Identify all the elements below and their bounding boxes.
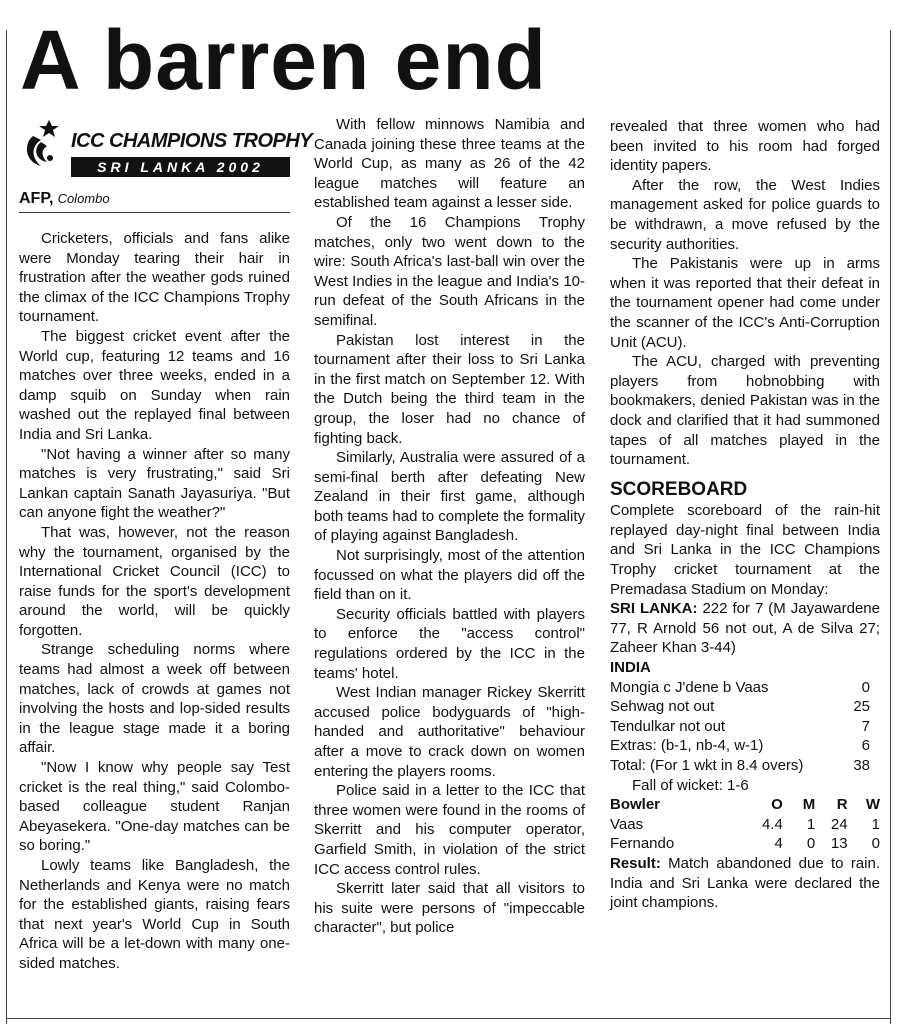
- article-column-3: [610, 117, 880, 913]
- header-cell: M: [802, 796, 816, 814]
- scoreboard-heading: SCOREBOARD: [610, 478, 748, 500]
- bowling-header-row: [610, 795, 880, 815]
- paragraph: That was, however, not the reason why the tournament, organised by the International Cricket Council (ICC) to raise funds for the sport's development around the world, will be quickly forgotten.: [19, 523, 290, 639]
- stat-cell: 0: [806, 835, 816, 853]
- byline-agency: AFP,: [19, 190, 54, 207]
- stat-cell: 4.4: [761, 815, 783, 833]
- batting-row: [610, 697, 880, 717]
- paragraph: Cricketers, officials and fans alike were Monday tearing their hair in frustration after the weather gods ruined the climax of the ICC Champions Trophy tournament.: [19, 230, 290, 326]
- header-cell: O: [771, 796, 783, 814]
- result: [610, 854, 880, 913]
- paragraph: "Now I know why people say Test cricket is the real thing," said Colombo-based colleague student Ranjan Abeyasekera. "One-day matches can be so boring.": [19, 759, 290, 855]
- bowling-table: [610, 795, 880, 854]
- sri-lanka-team-label: SRI LANKA:: [610, 600, 698, 618]
- logo-subtitle: SRI LANKA 2002: [71, 157, 290, 177]
- batting-row: [610, 678, 880, 698]
- runs: 38: [853, 757, 870, 774]
- batting-row: [610, 736, 880, 756]
- result-text: Match abandoned due to rain. India and Sri Lanka were declared the joint champions.: [610, 854, 880, 912]
- paragraph: West Indian manager Rickey Skerritt accused police bodyguards of "high-handed and authoritative" behaviour after a move to crack down on women entering the players rooms.: [314, 684, 585, 780]
- trophy-swirl-icon: [19, 114, 73, 170]
- byline-rule: [19, 212, 290, 213]
- batsman: Tendulkar not out: [610, 717, 726, 735]
- scoreboard-intro: Complete scoreboard of the rain-hit replayed day-night final between India and Sri Lanka in the ICC Champions Trophy cricket tournament at the Premadasa Stadium on Monday:: [610, 502, 880, 598]
- paragraph: Skerritt later said that all visitors to his suite were persons of "impeccable character", but police: [314, 880, 585, 937]
- india-team-label: INDIA: [610, 659, 651, 677]
- extras: Extras: (b-1, nb-4, w-1): [610, 737, 764, 755]
- bowling-row: [610, 834, 880, 854]
- batting-row: [610, 717, 880, 737]
- stat-cell: 13: [830, 835, 848, 853]
- paragraph: The Pakistanis were up in arms when it was reported that their defeat in the tournament opener had come under the scanner of the ICC's Anti-Corruption Unit (ACU).: [610, 255, 880, 351]
- paragraph: Strange scheduling norms where teams had almost a week off between matches, lack of crowds at games not involving the hosts and lop-sided results in the league stage made it a boring affair.: [19, 641, 290, 757]
- header-cell: W: [865, 796, 880, 814]
- stat-cell: 1: [871, 815, 880, 833]
- paragraph: After the row, the West Indies management asked for police guards to be withdrawn, a move refused by the security authorities.: [610, 176, 880, 253]
- right-column-rule: [890, 30, 891, 1024]
- left-column-rule: [6, 30, 7, 1024]
- paragraph: Not surprisingly, most of the attention focussed on what the players did off the field than on it.: [314, 547, 585, 604]
- runs: 6: [861, 737, 870, 755]
- runs: 25: [853, 698, 870, 716]
- batting-row: [610, 756, 880, 776]
- bottom-rule: [6, 1018, 891, 1019]
- paragraph: revealed that three women who had been invited to his room had forged identity papers.: [610, 118, 880, 175]
- batsman: Sehwag not out: [610, 698, 715, 716]
- icc-champions-trophy-logo: [19, 112, 313, 182]
- total: Total: (For 1 wkt in 8.4 overs): [610, 757, 804, 774]
- header-cell: Bowler: [610, 796, 661, 814]
- bowler-cell: Vaas: [610, 815, 644, 833]
- paragraph: Similarly, Australia were assured of a semi-final berth after defeating New Zealand in their first game, although both teams had to complete the formality of playing against Bangladesh.: [314, 449, 585, 545]
- paragraph: The biggest cricket event after the World cup, featuring 12 teams and 16 matches over three weeks, ended in a damp squib on Sunday when rain washed out the replayed final between India and Sri Lanka.: [19, 327, 290, 443]
- result-label: Result:: [610, 854, 661, 872]
- byline: [19, 190, 110, 208]
- paragraph: "Not having a winner after so many matches is very frustrating," said Sri Lankan captain Sanath Jayasuriya. "But can anyone fight the weather?": [19, 445, 290, 522]
- stat-cell: 1: [806, 815, 816, 833]
- paragraph: Pakistan lost interest in the tournament after their loss to Sri Lanka in the first match on September 12. With the Dutch being the third team in the group, the loser had no chance of fighting back.: [314, 331, 585, 447]
- headline: A barren end: [20, 13, 547, 107]
- sri-lanka-score: 222 for 7 (M Jayawardene 77, R Arnold 56 not out, A de Silva 27; Zaheer Khan 3-44): [610, 600, 880, 657]
- paragraph: Of the 16 Champions Trophy matches, only two went down to the wire: South Africa's last-ball win over the West Indies in the league and India's 10-run defeat of the South Africans in the semifinal.: [314, 213, 585, 329]
- batsman: Mongia c J'dene b Vaas: [610, 678, 769, 696]
- sri-lanka-innings: [610, 599, 880, 658]
- byline-location: Colombo: [57, 191, 110, 206]
- bowler-cell: Fernando: [610, 835, 675, 853]
- paragraph: Police said in a letter to the ICC that three women were found in the rooms of Skerritt and his computer operator, Garfield Smith, in violation of the strict ICC access control rules.: [314, 782, 585, 878]
- logo-title: ICC CHAMPIONS TROPHY: [71, 130, 313, 152]
- stat-cell: 4: [774, 835, 783, 853]
- stat-cell: 24: [830, 815, 848, 833]
- article-column-1: [19, 229, 290, 974]
- runs: 0: [861, 678, 870, 696]
- paragraph: The ACU, charged with preventing players from hobnobbing with bookmakers, denied Pakistan was in the dock and clarified that it had summoned tapes of all matches played in the tournament.: [610, 353, 880, 469]
- runs: 7: [861, 717, 870, 735]
- paragraph: With fellow minnows Namibia and Canada joining these three teams at the World Cup, as many as 26 of the 42 league matches will feature an established team against a lesser side.: [314, 116, 585, 212]
- paragraph: Security officials battled with players to enforce the "access control" regulations ordered by the ICC in the teams' hotel.: [314, 605, 585, 682]
- paragraph: Lowly teams like Bangladesh, the Netherlands and Kenya were no match for the established giants, raising fears that next year's World Cup in South Africa will be a let-down with many one-sided matches.: [19, 857, 290, 972]
- bowling-row: [610, 815, 880, 835]
- stat-cell: 0: [871, 835, 880, 853]
- article-column-2: [314, 115, 585, 938]
- fall-of-wicket: Fall of wicket: 1-6: [632, 776, 749, 794]
- header-cell: R: [836, 796, 848, 814]
